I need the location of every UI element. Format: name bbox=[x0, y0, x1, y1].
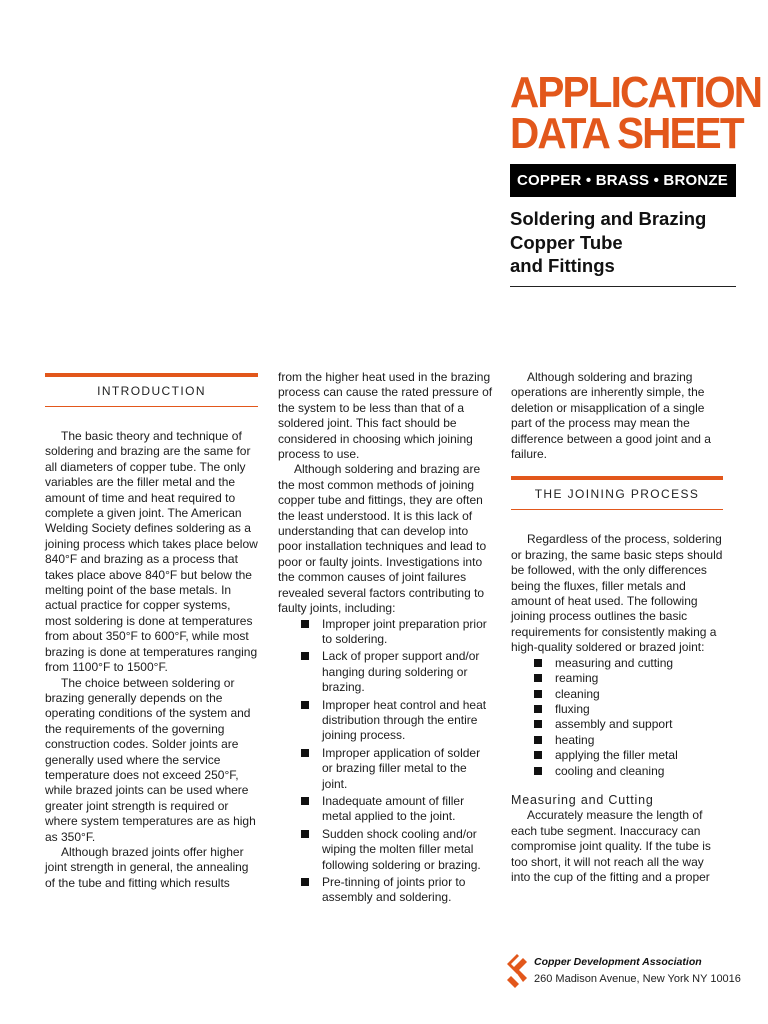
title-line-1: APPLICATION bbox=[510, 68, 762, 117]
column2-paragraph-2: Although soldering and brazing are the most common methods of joining copper tube and fittings, they are often the least understood. It is this lack of understanding that can develop into poor installation techniques and lead to poor or faulty joints. Investigations into the common causes of joint failures revealed several factors contributing to faulty joints, including: bbox=[278, 462, 487, 616]
list-item: Lack of proper support and/or hanging during soldering or brazing. bbox=[278, 649, 493, 695]
list-item: reaming bbox=[511, 671, 723, 686]
intro-paragraph-2: The choice between soldering or brazing generally depends on the operating conditions of the system and the requirements of the governing construction codes. Solder joints are generally used where the service temperature does not exceed 250°F, while brazed joints can be used where greater joint strength is required or where system temperatures are as high as 350°F. bbox=[45, 675, 256, 844]
intro-paragraph-1: The basic theory and technique of soldering and brazing are the same for all diameters of copper tube. The only variables are the filler metal and the amount of time and heat required to complete a given joint. The American Welding Society defines soldering as a joining process which takes place below 840°F and brazing as a process that takes place above 840°F but below the melting point of the base metals. In actual practice for copper systems, most soldering is done at temperatures from about 350°F to 600°F, while most brazing is done at temperatures ranging from 1100°F to 1500°F. bbox=[45, 429, 258, 675]
measuring-cutting-heading: Measuring and Cutting bbox=[511, 792, 654, 807]
footer bbox=[505, 954, 745, 990]
subtitle-line-3: and Fittings bbox=[510, 255, 615, 276]
column2-paragraph-1: from the higher heat used in the brazing process can cause the rated pressure of the system to be less than that of a soldered joint. This fact should be considered in choosing which joining process to use. bbox=[278, 370, 493, 462]
joining-steps-list bbox=[511, 656, 723, 779]
list-item: assembly and support bbox=[511, 717, 723, 732]
column-1 bbox=[45, 370, 258, 891]
list-item: cooling and cleaning bbox=[511, 764, 723, 779]
joining-process-heading: THE JOINING PROCESS bbox=[511, 476, 723, 510]
introduction-heading: INTRODUCTION bbox=[45, 373, 258, 407]
list-item: heating bbox=[511, 733, 723, 748]
list-item: Inadequate amount of filler metal applied to the joint. bbox=[278, 794, 493, 825]
organization-address: 260 Madison Avenue, New York NY 10016 bbox=[534, 973, 741, 985]
document-subtitle bbox=[510, 207, 736, 287]
joint-failure-list bbox=[278, 617, 493, 906]
column-2 bbox=[278, 370, 493, 908]
measuring-cutting-paragraph: Accurately measure the length of each tube segment. Inaccuracy can compromise joint quality. If the tube is too short, it will not reach all the way into the cup of the fitting and a proper bbox=[511, 808, 711, 884]
metals-bar: COPPER • BRASS • BRONZE bbox=[510, 164, 736, 197]
column-3 bbox=[511, 370, 723, 885]
title-block bbox=[510, 68, 762, 287]
title-line-2: DATA SHEET bbox=[510, 109, 743, 158]
intro-paragraph-3: Although brazed joints offer higher joint strength in general, the annealing of the tube and fitting which results bbox=[45, 844, 249, 890]
cda-logo-icon bbox=[505, 954, 529, 990]
list-item: cleaning bbox=[511, 687, 723, 702]
list-item: Improper joint preparation prior to soldering. bbox=[278, 617, 493, 648]
subtitle-line-2: Copper Tube bbox=[510, 231, 623, 253]
list-item: Improper application of solder or brazing filler metal to the joint. bbox=[278, 746, 493, 792]
list-item: applying the filler metal bbox=[511, 748, 723, 763]
list-item: fluxing bbox=[511, 702, 723, 717]
list-item: Sudden shock cooling and/or wiping the molten filler metal following soldering or brazing. bbox=[278, 827, 493, 873]
column3-paragraph-1: Although soldering and brazing operations are inherently simple, the deletion or misapplication of a single part of the process may mean the difference between a good joint and a failure. bbox=[511, 370, 711, 462]
list-item: Pre-tinning of joints prior to assembly and soldering. bbox=[278, 875, 493, 906]
joining-process-paragraph: Regardless of the process, soldering or brazing, the same basic steps should be followed, with the only differences being the fluxes, filler metals and amount of heat used. The following joining process outlines the basic requirements for consistently making a high-quality soldered or brazed joint: bbox=[511, 532, 723, 655]
organization-name: Copper Development Association bbox=[534, 956, 702, 968]
list-item: Improper heat control and heat distribution through the entire joining process. bbox=[278, 698, 493, 744]
list-item: measuring and cutting bbox=[511, 656, 723, 671]
subtitle-line-1: Soldering and Brazing bbox=[510, 208, 707, 229]
